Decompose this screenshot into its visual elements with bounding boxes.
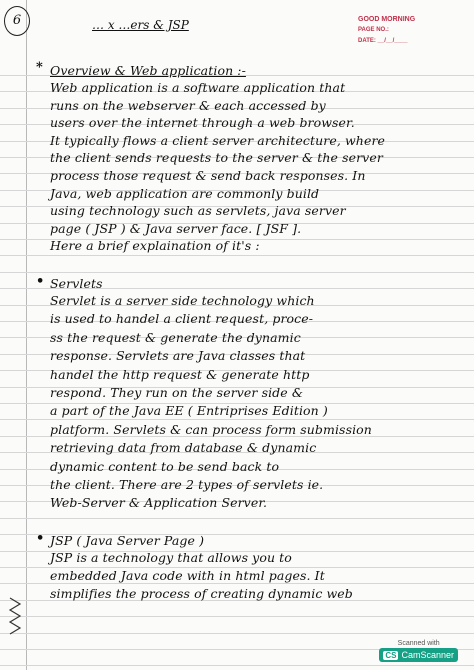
text-line: process those request & send back responses. In: [50, 168, 366, 183]
text-line: the client sends requests to the server & the server: [50, 150, 383, 166]
rule-line: [0, 272, 474, 273]
scanner-watermark: [379, 640, 458, 662]
camscanner-name: CamScanner: [401, 650, 454, 660]
rule-line: [0, 419, 474, 420]
dot-bullet: •: [36, 531, 45, 546]
date-label: DATE: __/__/____: [358, 38, 408, 44]
asterisk-bullet: *: [36, 60, 43, 75]
text-line: page ( JSP ) & Java server face. [ JSF ].: [50, 220, 302, 236]
rule-line: [0, 255, 474, 256]
camscanner-logo-icon: CS: [385, 650, 397, 660]
page-number: 6: [4, 6, 30, 36]
text-line: respond. They run on the server side &: [50, 385, 304, 400]
text-line: ss the request & generate the dynamic: [50, 329, 301, 345]
text-line: response. Servlets are Java classes that: [50, 348, 306, 364]
text-line: handel the http request & generate http: [50, 366, 310, 382]
brand-name: GOOD MORNING: [358, 16, 416, 23]
page-no-label: PAGE NO.:: [358, 27, 389, 33]
text-line: JSP is a technology that allows you to: [50, 550, 292, 565]
rule-line: [0, 518, 474, 519]
text-line: Servlet is a server side technology which: [50, 293, 315, 308]
text-line: dynamic content to be send back to: [50, 458, 280, 474]
text-line: Web application is a software application that: [50, 80, 346, 95]
section3-heading: JSP ( Java Server Page ): [50, 533, 205, 548]
margin-line: [26, 0, 27, 670]
camscanner-badge: [379, 648, 458, 662]
page-title: … x …ers & JSP: [92, 18, 189, 32]
notebook-brand: [358, 14, 415, 47]
text-line: simplifies the process of creating dynamic web: [50, 586, 353, 602]
text-line: It typically flows a client server architecture, where: [50, 132, 386, 148]
text-line: is used to handel a client request, proce-: [50, 311, 314, 327]
section1-heading: Overview & Web application :-: [50, 63, 246, 78]
scanned-with-text: Scanned with: [397, 640, 440, 647]
text-line: Here a brief explaination of it's :: [50, 238, 260, 254]
text-line: embedded Java code with in html pages. It: [50, 568, 325, 584]
text-line: retrieving data from database & dynamic: [50, 440, 317, 456]
text-line: the client. There are 2 types of servlets ie.: [50, 477, 324, 492]
text-line: users over the internet through a web browser.: [50, 115, 355, 131]
text-line: Java, web application are commonly build: [50, 185, 320, 201]
margin-scribble-icon: [8, 596, 22, 636]
text-line: using technology such as servlets, java server: [50, 203, 346, 219]
text-line: platform. Servlets & can process form submission: [50, 421, 372, 437]
rule-line: [0, 616, 474, 617]
text-line: Web-Server & Application Server.: [50, 495, 268, 511]
dot-bullet: •: [36, 274, 45, 289]
section2-heading: Servlets: [50, 276, 103, 291]
text-line: runs on the webserver & each accessed by: [50, 97, 326, 113]
rule-line: [0, 665, 474, 666]
rule-line: [0, 633, 474, 634]
text-line: a part of the Java EE ( Entriprises Edition ): [50, 403, 328, 419]
